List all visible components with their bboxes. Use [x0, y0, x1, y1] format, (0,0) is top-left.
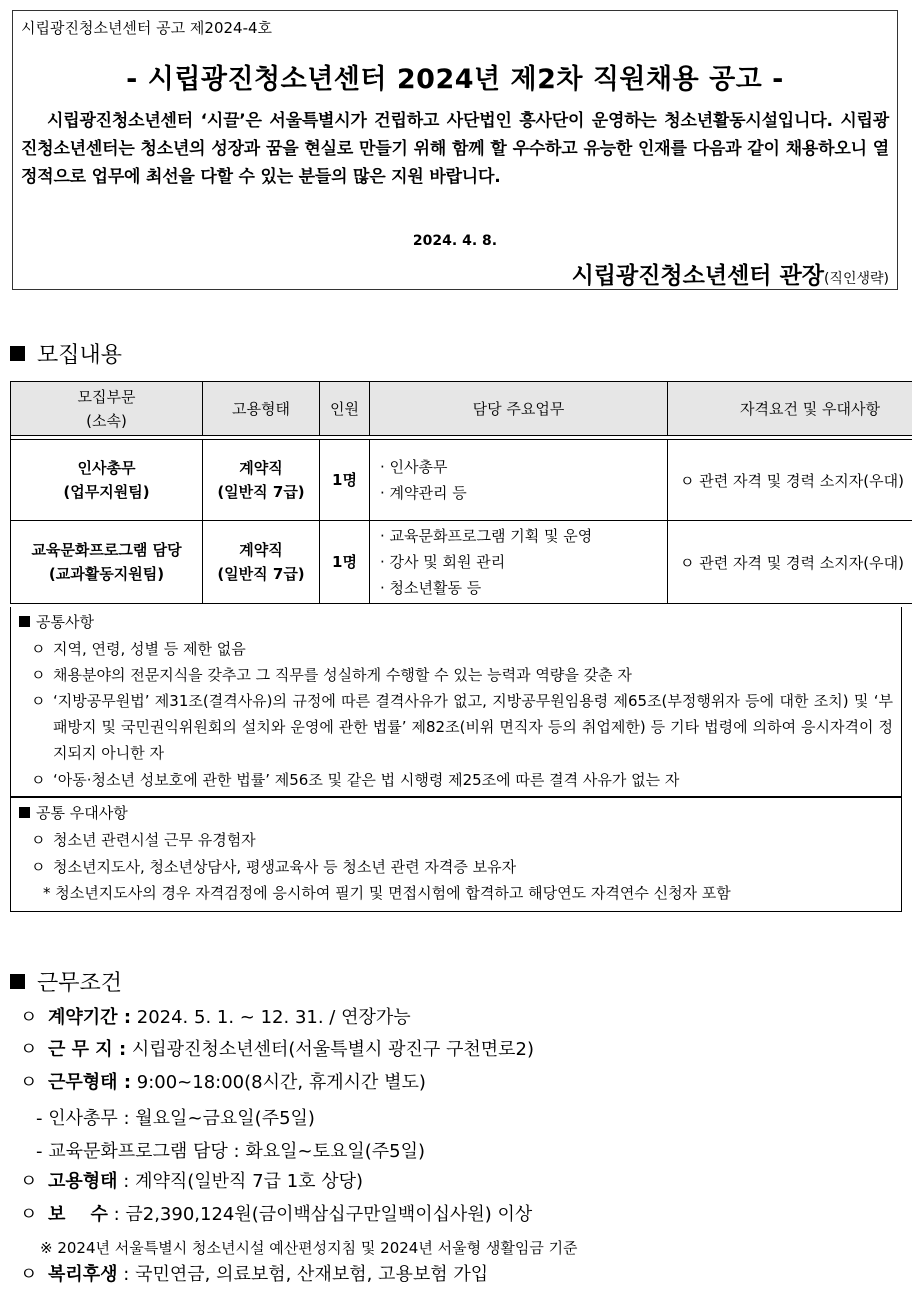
common-title: [19, 611, 94, 632]
cell-count: 1명: [320, 521, 370, 604]
cell-dept: [11, 440, 203, 521]
list-item-text: ‘아동·청소년 성보호에 관한 법률’ 제56조 및 같은 법 시행령 제25조에 따른 결격 사유가 없는 자: [53, 771, 680, 789]
condition-value: : 금2,390,124원(금이백삼십구만일백이십사원) 이상: [107, 1204, 533, 1225]
col-dept: 모집부문 (소속): [11, 382, 203, 436]
circle-bullet-icon: ㅇ: [20, 1264, 38, 1285]
preference-title-text: 공통 우대사항: [36, 804, 128, 822]
table-row: [11, 521, 912, 604]
condition-label: 보 수: [48, 1204, 108, 1225]
list-item-text: 청소년지도사, 청소년상담사, 평생교육사 등 청소년 관련 자격증 보유자: [53, 858, 517, 876]
table-row: [11, 440, 912, 521]
condition-label: 복리후생: [48, 1264, 118, 1285]
square-bullet-icon: [10, 974, 25, 989]
cell-type: [203, 440, 320, 521]
condition-pay: [20, 1200, 532, 1230]
table-header-row: [11, 382, 912, 436]
circle-bullet-icon: ㅇ: [31, 831, 46, 849]
cell-duties: [370, 521, 668, 604]
notice-signer: [572, 257, 889, 290]
list-item-text: 지역, 연령, 성별 등 제한 없음: [53, 640, 246, 658]
condition-value: : 계약직(일반직 7급 1호 상당): [117, 1171, 364, 1192]
seal-omitted: (직인생략): [823, 271, 889, 287]
condition-label: 근무형태 :: [48, 1072, 132, 1093]
common-title-text: 공통사항: [36, 613, 94, 631]
square-bullet-icon: [19, 616, 30, 627]
common-requirements-box: [10, 607, 902, 797]
condition-contract: [20, 1003, 411, 1033]
duty-item: · 교육문화프로그램 기획 및 운영: [380, 527, 593, 545]
emp-grade: (일반직 7급): [217, 565, 305, 583]
circle-bullet-icon: ㅇ: [20, 1007, 38, 1028]
duty-item: · 강사 및 회원 관리: [380, 553, 506, 571]
emp-grade: (일반직 7급): [217, 483, 305, 501]
duty-item: · 계약관리 등: [380, 484, 467, 502]
notice-body: 시립광진청소년센터 ‘시끌’은 서울특별시가 건립하고 사단법인 흥사단이 운영하는 청소년활동시설입니다. 시립광진청소년센터는 청소년의 성장과 꿈을 현실로 만들기 위해 함께 할 우수하고 유능한 인재를 다음과 같이 채용하오니 열정적으로 업무에 최선을 다할 수 있는 분들의 많은 지원 바랍니다.: [21, 111, 889, 187]
cell-qual: ㅇ 관련 자격 및 경력 소지자(우대): [668, 521, 912, 604]
col-type: 고용형태: [203, 382, 320, 436]
duty-item: · 인사총무: [380, 458, 448, 476]
circle-bullet-icon: ㅇ: [20, 1204, 38, 1225]
conditions-heading-text: 근무조건: [37, 971, 123, 996]
circle-bullet-icon: ㅇ: [31, 771, 46, 789]
notice-title: - 시립광진청소년센터 2024년 제2차 직원채용 공고 -: [126, 64, 784, 95]
col-duties: 담당 주요업무: [370, 382, 668, 436]
circle-bullet-icon: ㅇ: [31, 640, 46, 658]
col-qual: 자격요건 및 우대사항: [668, 382, 912, 436]
preference-title: [19, 802, 128, 823]
condition-value: 시립광진청소년센터(서울특별시 광진구 구천면로2): [126, 1039, 534, 1060]
signer-name: 시립광진청소년센터 관장: [571, 263, 824, 289]
emp-type: 계약직: [239, 541, 283, 559]
recruit-heading: [10, 338, 122, 369]
col-count: 인원: [320, 382, 370, 436]
condition-value: 2024. 5. 1. ~ 12. 31. / 연장가능: [131, 1007, 411, 1028]
common-preference-box: [10, 797, 902, 912]
recruit-table: [10, 381, 912, 604]
list-item: [31, 662, 893, 688]
list-item: [31, 854, 893, 880]
dept-name: 인사총무: [77, 459, 136, 477]
condition-sub-schedule: - 인사총무 : 월요일~금요일(주5일): [36, 1108, 315, 1129]
condition-value: 9:00~18:00(8시간, 휴게시간 별도): [131, 1072, 426, 1093]
condition-label: 계약기간 :: [48, 1007, 132, 1028]
list-item-text: 청소년 관련시설 근무 유경험자: [53, 831, 256, 849]
list-item-text: ‘지방공무원법’ 제31조(결격사유)의 규정에 따른 결격사유가 없고, 지방공무원임용령 제65조(부정행위자 등에 대한 조치) 및 ‘부패방지 및 국민권익위원회의 설치와 운영에 관한 법률’ 제82조(비위 면직자 등의 취업제한) 등 기타 법령에 의하여 응시자격이 정지되지 아니한 자: [53, 692, 893, 762]
cell-type: [203, 521, 320, 604]
dept-team: (교과활동지원팀): [48, 565, 165, 583]
list-item: [31, 636, 893, 662]
cell-count: 1명: [320, 440, 370, 521]
notice-date: 2024. 4. 8.: [412, 233, 498, 249]
circle-bullet-icon: ㅇ: [31, 692, 46, 710]
condition-value: : 국민연금, 의료보험, 산재보험, 고용보험 가입: [117, 1264, 489, 1285]
notice-number: 시립광진청소년센터 공고 제2024-4호: [21, 19, 273, 37]
condition-welfare: [20, 1260, 488, 1290]
circle-bullet-icon: ㅇ: [31, 858, 46, 876]
circle-bullet-icon: ㅇ: [20, 1171, 38, 1192]
dept-team: (업무지원팀): [63, 483, 150, 501]
circle-bullet-icon: ㅇ: [20, 1072, 38, 1093]
duty-item: · 청소년활동 등: [380, 579, 482, 597]
recruit-heading-text: 모집내용: [37, 343, 123, 368]
condition-label: 근 무 지 :: [48, 1039, 127, 1060]
condition-sub-schedule: - 교육문화프로그램 담당 : 화요일~토요일(주5일): [36, 1141, 426, 1162]
condition-hours: [20, 1068, 426, 1098]
condition-label: 고용형태: [48, 1171, 118, 1192]
notice-box: [12, 10, 898, 290]
cell-qual: ㅇ 관련 자격 및 경력 소지자(우대): [668, 440, 912, 521]
emp-type: 계약직: [239, 459, 283, 477]
square-bullet-icon: [10, 346, 25, 361]
preference-note: * 청소년지도사의 경우 자격검정에 응시하여 필기 및 면접시험에 합격하고 해당연도 자격연수 신청자 포함: [43, 884, 731, 902]
cell-dept: [11, 521, 203, 604]
square-bullet-icon: [19, 807, 30, 818]
list-item-text: 채용분야의 전문지식을 갖추고 그 직무를 성실하게 수행할 수 있는 능력과 역량을 갖춘 자: [53, 666, 632, 684]
circle-bullet-icon: ㅇ: [31, 666, 46, 684]
conditions-heading: [10, 966, 122, 997]
list-item: [31, 827, 893, 853]
cell-duties: [370, 440, 668, 521]
list-item: [31, 767, 893, 793]
dept-name: 교육문화프로그램 담당: [31, 541, 182, 559]
circle-bullet-icon: ㅇ: [20, 1039, 38, 1060]
pay-note: ※ 2024년 서울특별시 청소년시설 예산편성지침 및 2024년 서울형 생활임금 기준: [40, 1239, 578, 1257]
condition-employment: [20, 1167, 363, 1197]
condition-place: [20, 1035, 534, 1065]
list-item: [31, 688, 893, 766]
